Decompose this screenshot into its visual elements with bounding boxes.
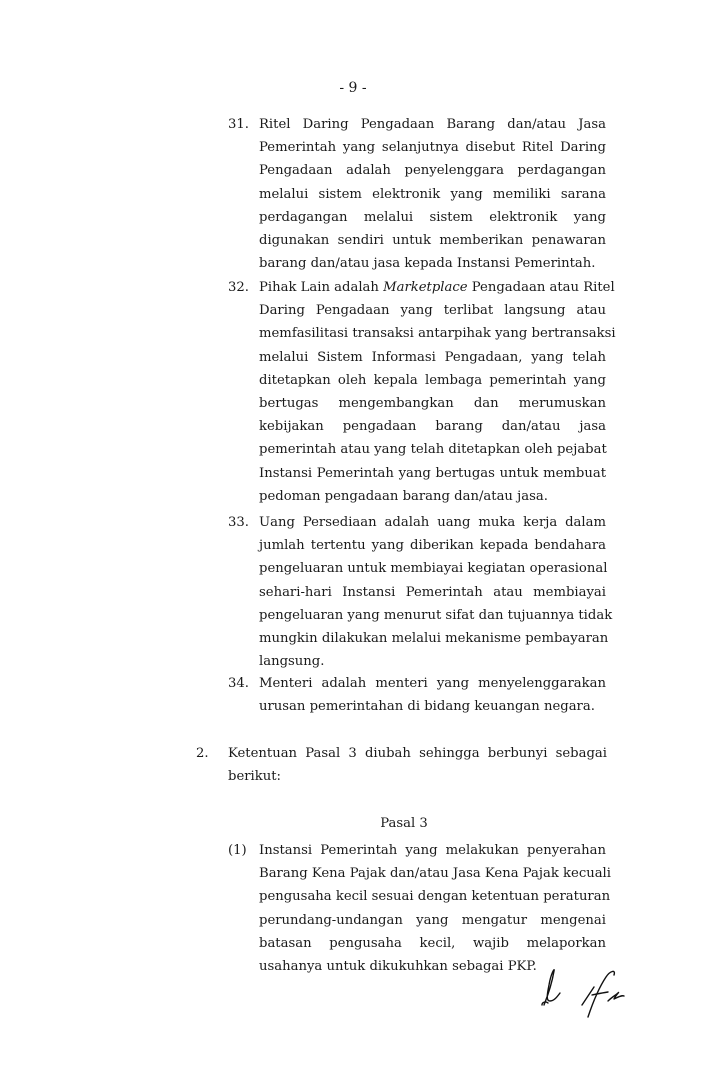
- text-line: mungkin dilakukan melalui mekanisme pembayaran: [259, 631, 609, 647]
- marketplace-term: Marketplace: [383, 280, 468, 295]
- text-line: Instansi Pemerintah yang bertugas untuk membuat: [259, 465, 606, 481]
- text-line: Ritel Daring Pengadaan Barang dan/atau Jasa: [259, 117, 606, 132]
- text-line: pengusaha kecil sesuai dengan ketentuan peraturan: [259, 889, 611, 905]
- text-line: Ketentuan Pasal 3 diubah sehingga berbunyi sebagai: [228, 746, 607, 761]
- item-text: [259, 276, 616, 508]
- text-line: pedoman pengadaan barang dan/atau jasa.: [259, 488, 548, 504]
- text-line: berikut:: [228, 769, 281, 785]
- text-line: jumlah tertentu yang diberikan kepada bendahara: [259, 538, 606, 554]
- item-number: 33.: [228, 515, 249, 530]
- item-text: [259, 839, 611, 978]
- text-line: pengeluaran yang menurut sifat dan tujuannya tidak: [259, 607, 613, 623]
- list-item-32: [228, 276, 616, 516]
- text-line: ditetapkan oleh kepala lembaga pemerintah yang: [259, 372, 606, 388]
- text-line: Daring Pengadaan yang terlibat langsung atau: [259, 303, 606, 319]
- text-line: perundang-undangan yang mengatur mengenai: [259, 912, 606, 928]
- text-line: kebijakan pengadaan barang dan/atau jasa: [259, 419, 606, 435]
- page-number: - 9 -: [339, 80, 367, 96]
- text-line: Pengadaan adalah penyelenggara perdagangan: [259, 163, 606, 179]
- text-line: Barang Kena Pajak dan/atau Jasa Kena Pajak kecuali: [259, 866, 611, 882]
- text-line: Menteri adalah menteri yang menyelenggarakan: [259, 676, 606, 691]
- text-line: langsung.: [259, 654, 325, 670]
- item-text: [259, 113, 606, 275]
- item-number: 32.: [228, 280, 249, 295]
- item-number: 2.: [196, 746, 209, 761]
- text-fragment: Pengadaan atau Ritel: [467, 280, 615, 295]
- article-heading: Pasal 3: [380, 816, 428, 831]
- text-line: usahanya untuk dikukuhkan sebagai PKP.: [259, 959, 537, 975]
- text-line: memfasilitasi transaksi antarpihak yang bertransaksi: [259, 326, 616, 342]
- text-line: digunakan sendiri untuk memberikan penawaran: [259, 233, 606, 249]
- item-text: [228, 742, 607, 788]
- text-line: melalui sistem elektronik yang memiliki sarana: [259, 186, 606, 202]
- article-paragraph-1: [228, 839, 612, 979]
- handwritten-initials: [530, 965, 630, 1025]
- text-line: pemerintah atau yang telah ditetapkan oleh pejabat: [259, 442, 607, 458]
- list-item-33: [228, 511, 612, 676]
- item-text: [259, 511, 613, 673]
- amendment-item-2: [196, 742, 616, 802]
- text-fragment: Pihak Lain adalah: [259, 280, 384, 295]
- text-line: pengeluaran untuk membiayai kegiatan operasional: [259, 561, 608, 577]
- text-line: barang dan/atau jasa kepada Instansi Pemerintah.: [259, 256, 596, 272]
- text-line: batasan pengusaha kecil, wajib melaporkan: [259, 935, 606, 951]
- item-number: 31.: [228, 117, 249, 132]
- text-line: Pemerintah yang selanjutnya disebut Ritel Daring: [259, 140, 606, 156]
- text-line: melalui Sistem Informasi Pengadaan, yang telah: [259, 349, 606, 365]
- item-text: [259, 672, 606, 718]
- list-item-34: [228, 672, 612, 732]
- text-line: Instansi Pemerintah yang melakukan penyerahan: [259, 843, 606, 858]
- text-line: Uang Persediaan adalah uang muka kerja dalam: [259, 515, 606, 530]
- text-line: sehari-hari Instansi Pemerintah atau membiayai: [259, 584, 606, 600]
- paragraph-number: (1): [228, 843, 247, 858]
- text-line: perdagangan melalui sistem elektronik yang: [259, 209, 606, 225]
- text-line: urusan pemerintahan di bidang keuangan negara.: [259, 699, 595, 715]
- text-line: bertugas mengembangkan dan merumuskan: [259, 396, 606, 412]
- text-line: [259, 276, 615, 299]
- list-item-31: [228, 113, 612, 283]
- item-number: 34.: [228, 676, 249, 691]
